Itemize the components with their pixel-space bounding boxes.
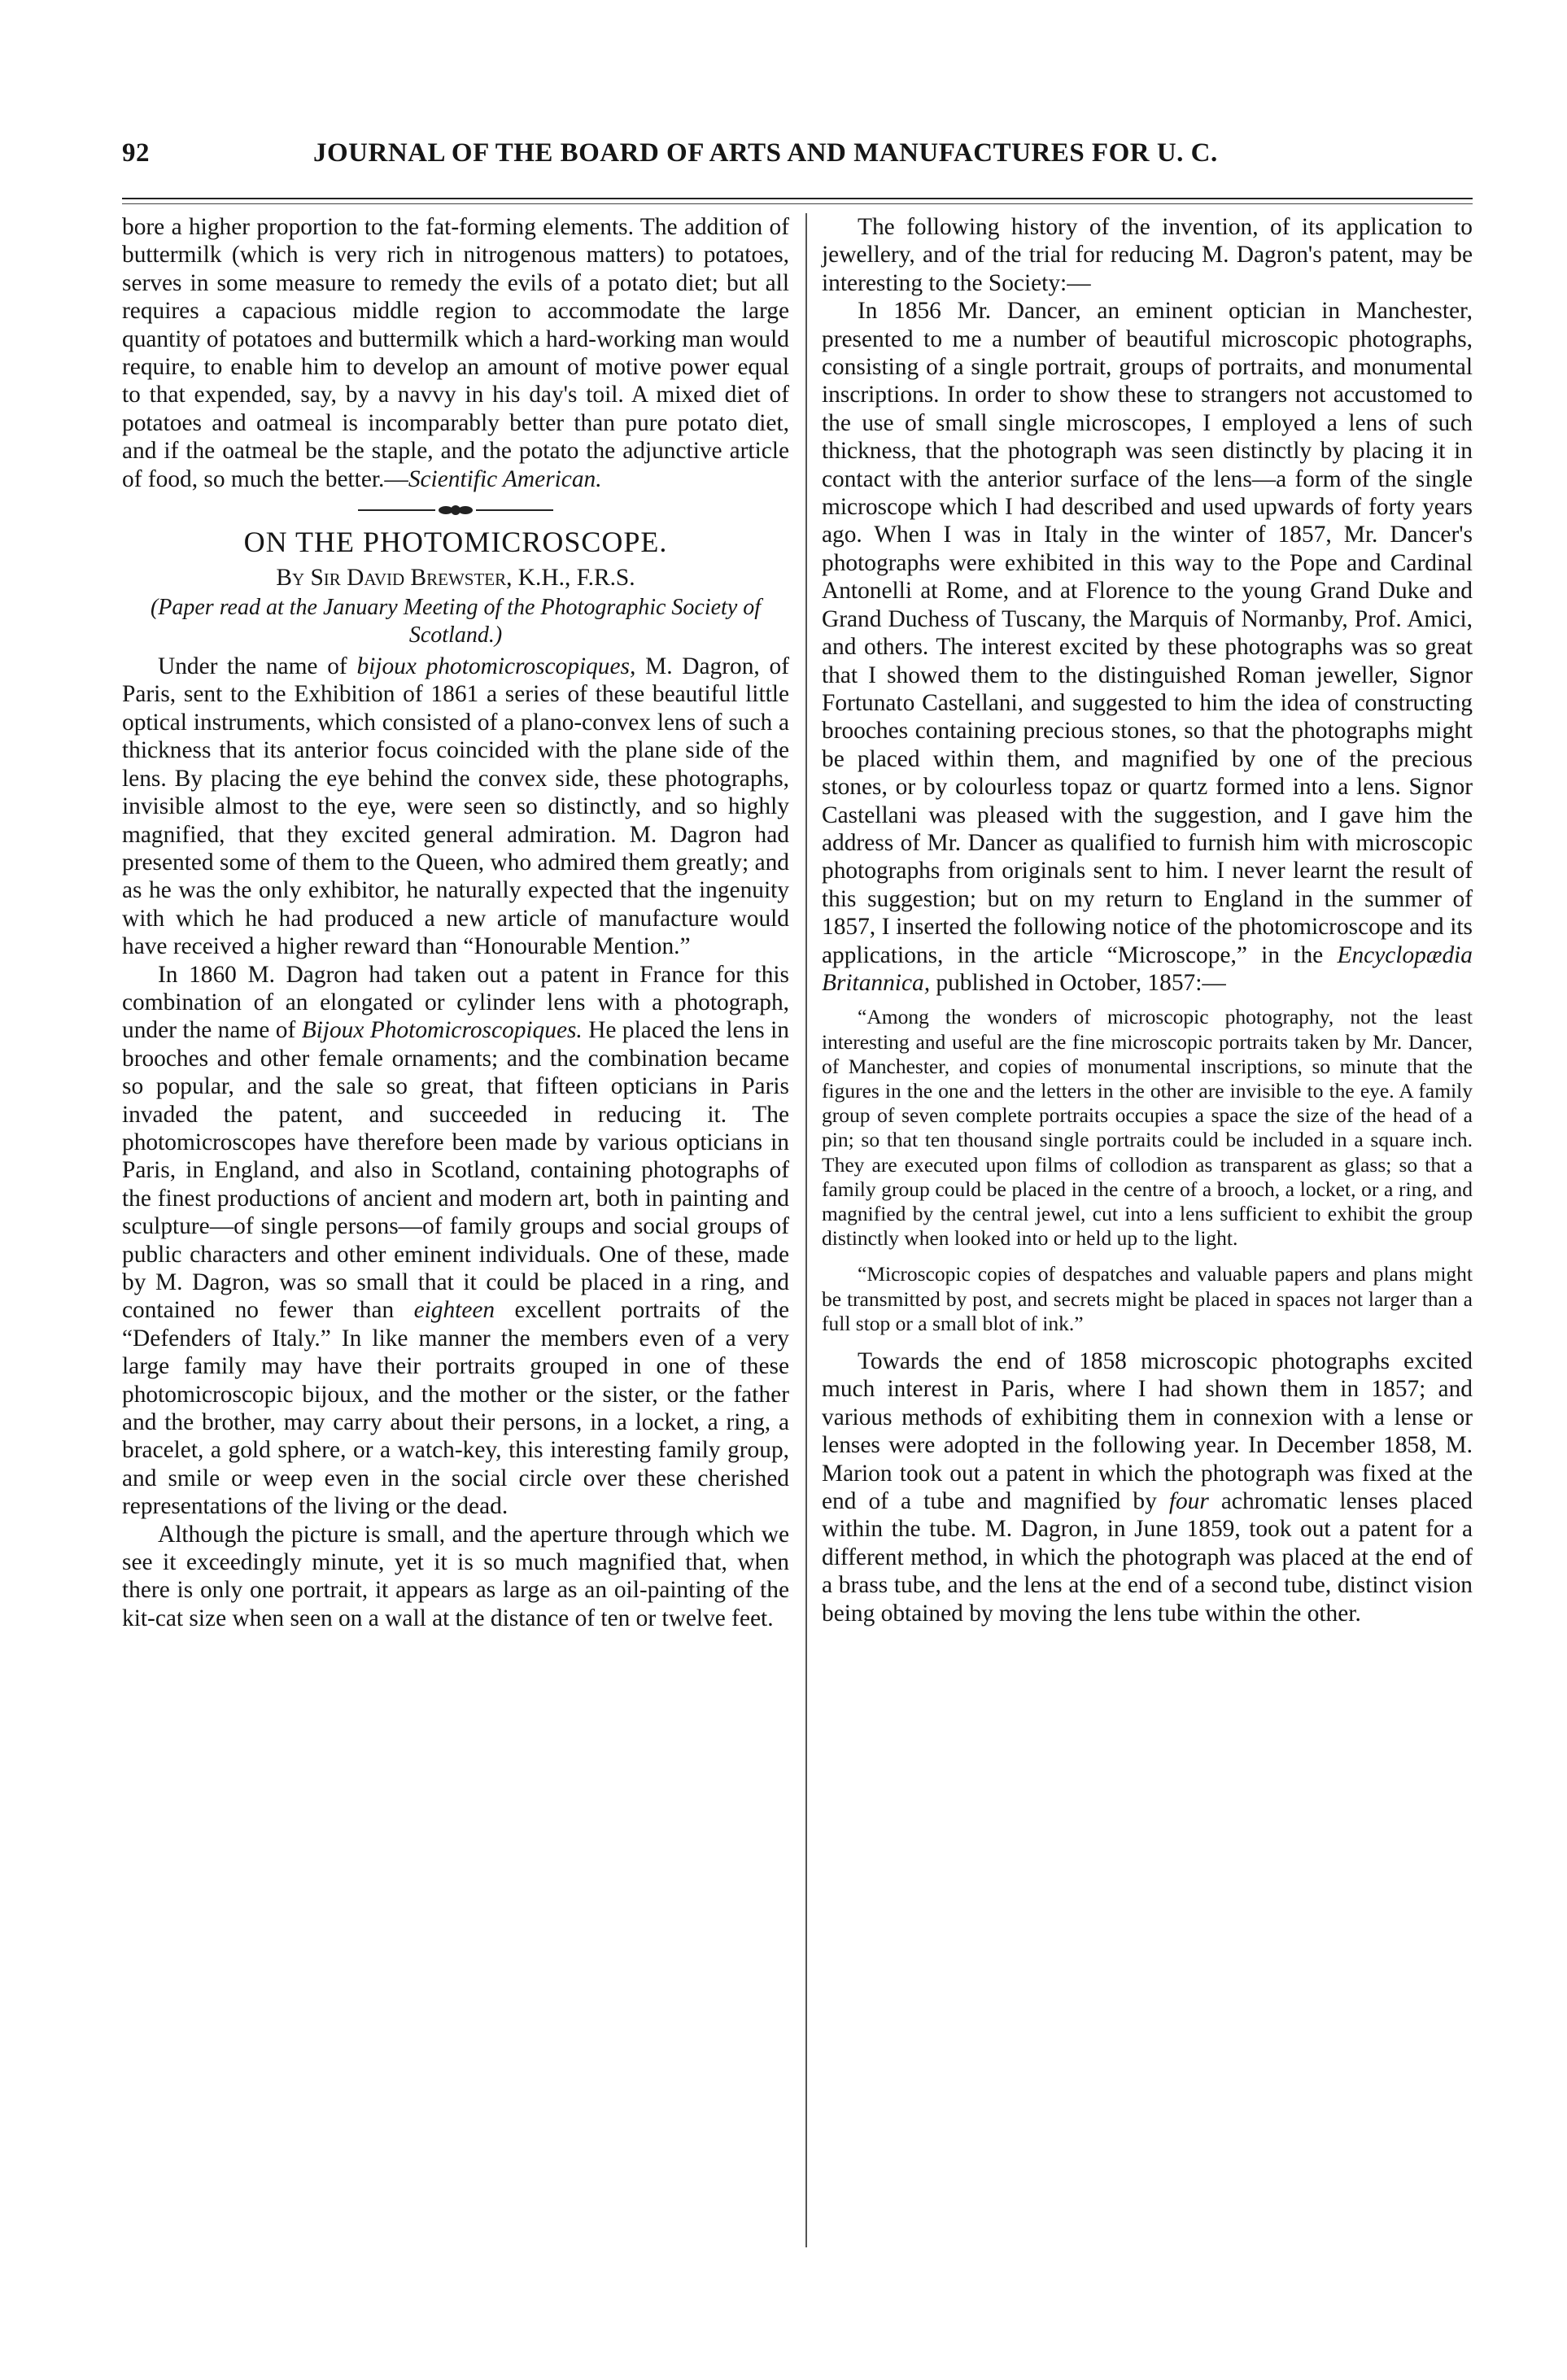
term-four: four bbox=[1168, 1488, 1209, 1515]
byline: By Sir David Brewster, K.H., F.R.S. bbox=[276, 565, 635, 592]
article-title: ON THE PHOTOMICROSCOPE. bbox=[243, 526, 668, 559]
term-bijoux-photomicroscopiques: Bijoux Photomicroscopiques. bbox=[301, 1017, 583, 1044]
paragraph-patent-text-c: excellent portraits of the “Defenders of Italy.” In like manner the members even of a very large family may have their portraits grouped in one of these photomicroscopic bijoux, and the mother or the sister, or the father and the brother, may carry about their persons, in a locket, a ring, a bracelet, a gold sphere, or a watch-key, this interesting family group, and smile or weep even in the social circle over these cherished representations of the living or the dead. bbox=[122, 1297, 789, 1520]
paragraph-dancer-text: In 1856 Mr. Dancer, an eminent optician in Manchester, presented to me a number of beautiful microscopic photographs, consisting of a single portrait, groups of portraits, and monumental inscriptions. In order to show these to strangers not accustomed to the use of small single microscopes, I employed a lens of such thickness, that the photograph was seen distinctly by placing it in contact with the anterior surface of the lens—a form of the single microscope which I had described and used upwards of forty years ago. When I was in Italy in the winter of 1857, Mr. Dancer's photographs were exhibited in this way to the Pope and Cardinal Antonelli at Rome, and at Florence to the young Grand Duke and Grand Duchess of Tuscany, the Marquis of Normanby, Prof. Amici, and others. The interest excited by these photographs was so great that I showed them to the distinguished Roman jeweller, Signor Fortunato Castellani, and suggested to him the idea of constructing brooches containing precious stones, so that the photographs might be placed within them, and magnified by one of the precious stones, or by colourless topaz or quartz formed into a lens. Signor Castellani was pleased with the suggestion, and I gave him the address of Mr. Dancer as qualified to furnish him with microscopic photographs from originals sent to him. I never learnt the result of this suggestion; but on my return to England in the summer of 1857, I inserted the following notice of the photomicroscope and its applications, in the article “Microscope,” in the bbox=[822, 298, 1473, 968]
paragraph-paris-text-a: Towards the end of 1858 microscopic photographs excited much interest in Paris, where I had shown them in 1857; and various methods of exhibiting them in connexion with a lense or lenses were adopted in the following year. In December 1858, M. Marion took out a patent in which the photograph was fixed at the end of a tube and magnified by bbox=[822, 1348, 1473, 1515]
source-credit: Scientific American. bbox=[408, 465, 602, 492]
term-encyclopaedia: Encyclopædia Britannica, bbox=[822, 941, 1473, 996]
paragraph-patent-1860 bbox=[122, 961, 789, 1521]
page-number: 92 bbox=[122, 138, 150, 168]
paragraph-paris-text-b: achromatic lenses placed within the tube. M. Dagron, in June 1859, took out a patent for a different method, in which the photograph was placed at the end of a brass tube, and the lens at the end of a second tube, distinct vision being obtained by moving the lens tube within the other. bbox=[822, 1488, 1473, 1627]
header-rule-thin bbox=[122, 203, 1473, 204]
paragraph-patent-text-a: In 1860 M. Dagron had taken out a patent in France for this combination of an elongated or cylinder lens with a photograph, under the name of bbox=[122, 961, 789, 1044]
paragraph-paris-1858 bbox=[822, 1347, 1473, 1627]
header-rule bbox=[122, 198, 1473, 199]
paragraph-bijoux-text-a: Under the name of bbox=[158, 653, 357, 680]
paragraph-dancer-1856 bbox=[822, 297, 1473, 997]
paragraph-patent-text-b: He placed the lens in brooches and other female ornaments; and the combination became so popular, and the sale so great, that fifteen opticians in Paris invaded the patent, and succeeded in reducing it. The photomicroscopes have therefore been made by various opticians in Paris, in England, and also in Scotland, containing photographs of the finest productions of ancient and modern art, both in painting and sculpture—of single persons—of family groups and social groups of public characters and other eminent individuals. One of these, made by M. Dagron, was so small that it could be placed in a ring, and contained no fewer than bbox=[122, 1017, 790, 1324]
quote-microscopic-photography: “Among the wonders of microscopic photography, not the least interesting and useful are the fine microscopic portraits taken by Mr. Dancer, of Manchester, and copies of monumental inscriptions, so minute that the figures in the one and the letters in the other are invisible to the eye. A family group of seven complete portraits occupies a space the size of the head of a pin; so that ten thousand single portraits could be included in a square inch. They are executed upon films of collodion as transparent as glass; so that a family group could be placed in the centre of a brooch, a locket, or a ring, and magnified by the central jewel, cut into a lens sufficient to exhibit the group distinctly when looked into or held up to the light. bbox=[822, 1005, 1473, 1251]
paragraph-bijoux bbox=[122, 653, 789, 960]
quote-despatches: “Microscopic copies of despatches and valuable papers and plans might be transmitted by post, and secrets might be placed in spaces not larger than a full stop or a small blot of ink.” bbox=[822, 1262, 1473, 1335]
paragraph-history-intro: The following history of the invention, of its application to jewellery, and of the trial for reducing M. Dagron's patent, may be interesting to the Society:— bbox=[822, 214, 1473, 296]
paragraph-aperture: Although the picture is small, and the aperture through which we see it exceedingly minute, yet it is so much magnified that, when there is only one portrait, it appears as large as an oil-painting of the kit-cat size when seen on a wall at the distance of ten or twelve feet. bbox=[122, 1521, 789, 1631]
right-column bbox=[822, 213, 1473, 1627]
journal-title: JOURNAL OF THE BOARD OF ARTS AND MANUFACTURES FOR U. C. bbox=[313, 138, 1218, 168]
source-note: (Paper read at the January Meeting of the Photographic Society of Scotland.) bbox=[150, 595, 762, 648]
paragraph-dancer-end: published in October, 1857:— bbox=[930, 969, 1226, 996]
paragraph-diet bbox=[122, 213, 789, 493]
column-divider bbox=[805, 213, 807, 2247]
paragraph-diet-text: bore a higher proportion to the fat-forming elements. The addition of buttermilk (which is very rich in nitrogenous matters) to potatoes, serves in some measure to remedy the evils of a potato diet; but all requires a capacious middle region to accommodate the large quantity of potatoes and buttermilk which a hard-working man would require, to enable him to develop an amount of motive power equal to that expended, say, by a navvy in his day's toil. A mixed diet of potatoes and oatmeal is incomparably better than pure potato diet, and if the oatmeal be the staple, and the potato the adjunctive article of food, so much the better.— bbox=[122, 214, 789, 492]
left-column bbox=[122, 213, 789, 1632]
term-eighteen: eighteen bbox=[413, 1297, 495, 1324]
running-header bbox=[122, 138, 1473, 179]
ornament-divider-icon bbox=[350, 503, 561, 517]
paragraph-bijoux-text-b: M. Dagron, of Paris, sent to the Exhibition of 1861 a series of these beautiful little optical instruments, which consisted of a plano-convex lens of such a thickness that its anterior focus coincided with the plane side of the lens. By placing the eye behind the convex side, these photographs, invisible almost to the eye, were seen so distinctly, and so highly magnified, that they excited general admiration. M. Dagron had presented some of them to the Queen, who admired them greatly; and as he was the only exhibitor, he naturally expected that the ingenuity with which he had produced a new article of manufacture would have received a higher reward than “Honourable Mention.” bbox=[122, 653, 789, 960]
term-bijoux: bijoux photomicroscopiques, bbox=[356, 653, 636, 680]
